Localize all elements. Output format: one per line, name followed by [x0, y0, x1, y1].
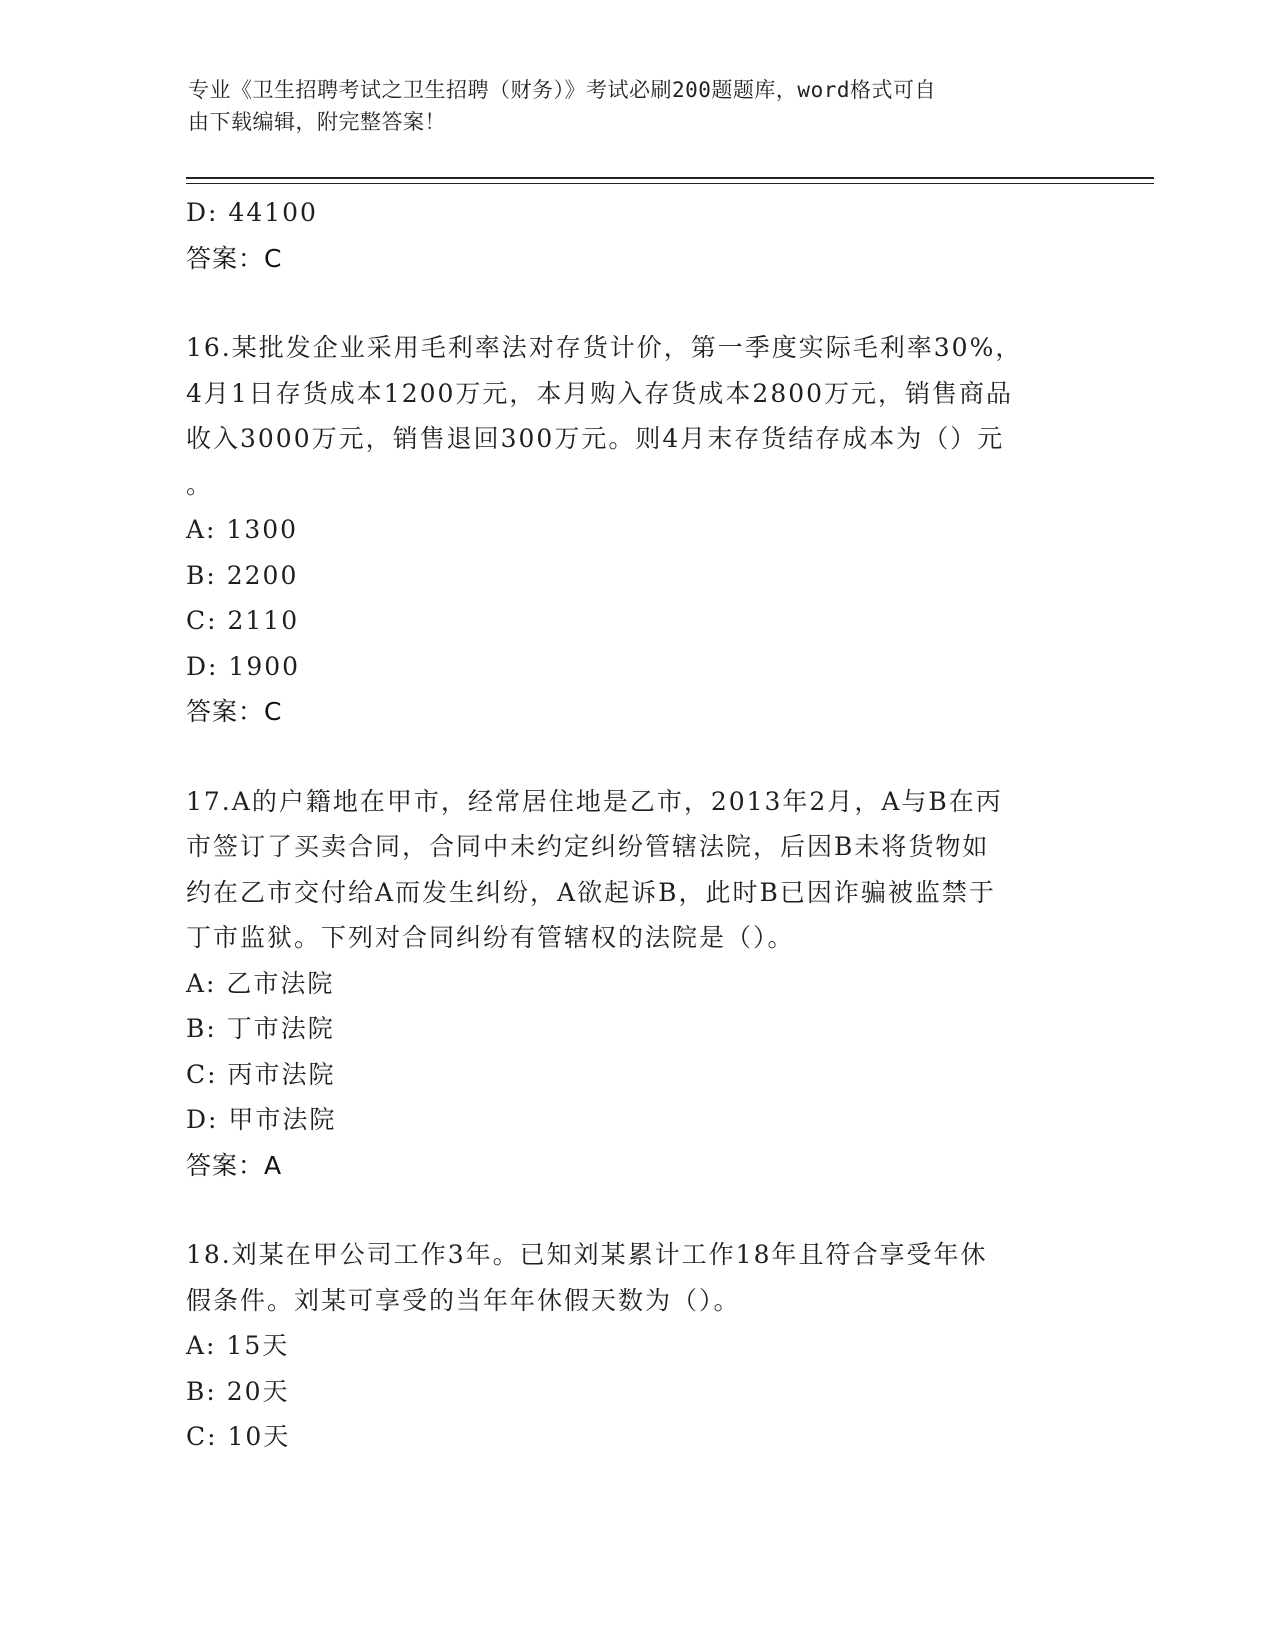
question-17: [186, 779, 1086, 1189]
spacer: [186, 735, 1086, 779]
question-16-option-b: B: 2200: [186, 560, 299, 590]
question-16-option-c: C: 2110: [186, 606, 300, 635]
header-divider-thin: [186, 183, 1154, 184]
header-line-2: 由下载编辑，附完整答案！: [188, 110, 446, 134]
question-17-option-c: C: 丙市法院: [186, 1059, 336, 1089]
question-17-option-b: B: 丁市法院: [186, 1014, 335, 1043]
header-divider-thick: [186, 177, 1154, 179]
question-16-line-2: 4月1日存货成本1200万元，本月购入存货成本2800万元，销售商品: [186, 378, 1014, 408]
document-body: [186, 190, 1086, 1460]
question-17-line-2: 市签订了买卖合同，合同中未约定纠纷管辖法院，后因B未将货物如: [186, 832, 990, 861]
spacer: [186, 1188, 1086, 1232]
question-18-option-a: A: 15天: [186, 1331, 290, 1360]
document-header: [188, 74, 1088, 138]
question-16: [186, 325, 1086, 735]
question-16-option-a: A: 1300: [186, 515, 299, 544]
question-18-line-1: 18.刘某在甲公司工作3年。已知刘某累计工作18年且符合享受年休: [186, 1240, 988, 1269]
question-17-line-1: 17.A的户籍地在甲市，经常居住地是乙市，2013年2月，A与B在丙: [186, 786, 1003, 816]
spacer: [186, 281, 1086, 325]
carryover-option-d: D: 44100: [186, 198, 318, 227]
question-16-line-4: 。: [186, 469, 214, 499]
question-18-line-2: 假条件。刘某可享受的当年年休假天数为（）。: [186, 1285, 741, 1315]
carryover-answer: 答案：C: [186, 243, 283, 273]
question-16-answer: 答案：C: [186, 697, 283, 726]
header-line-1: 专业《卫生招聘考试之卫生招聘（财务）》考试必刷200题题库，word格式可自: [188, 78, 936, 102]
question-17-line-4: 丁市监狱。下列对合同纠纷有管辖权的法院是（）。: [186, 923, 795, 952]
question-17-option-a: A: 乙市法院: [186, 968, 335, 998]
question-17-line-3: 约在乙市交付给A而发生纠纷，A欲起诉B，此时B已因诈骗被监禁于: [186, 877, 996, 907]
question-16-option-d: D: 1900: [186, 651, 301, 681]
question-16-line-1: 16.某批发企业采用毛利率法对存货计价，第一季度实际毛利率30%，: [186, 333, 1023, 362]
question-17-option-d: D: 甲市法院: [186, 1105, 337, 1134]
question-16-line-3: 收入3000万元，销售退回300万元。则4月末存货结存成本为（）元: [186, 424, 1005, 453]
question-18: [186, 1232, 1086, 1460]
question-17-answer: 答案：A: [186, 1150, 283, 1180]
question-18-option-b: B: 20天: [186, 1376, 290, 1406]
question-18-option-c: C: 10天: [186, 1422, 291, 1451]
